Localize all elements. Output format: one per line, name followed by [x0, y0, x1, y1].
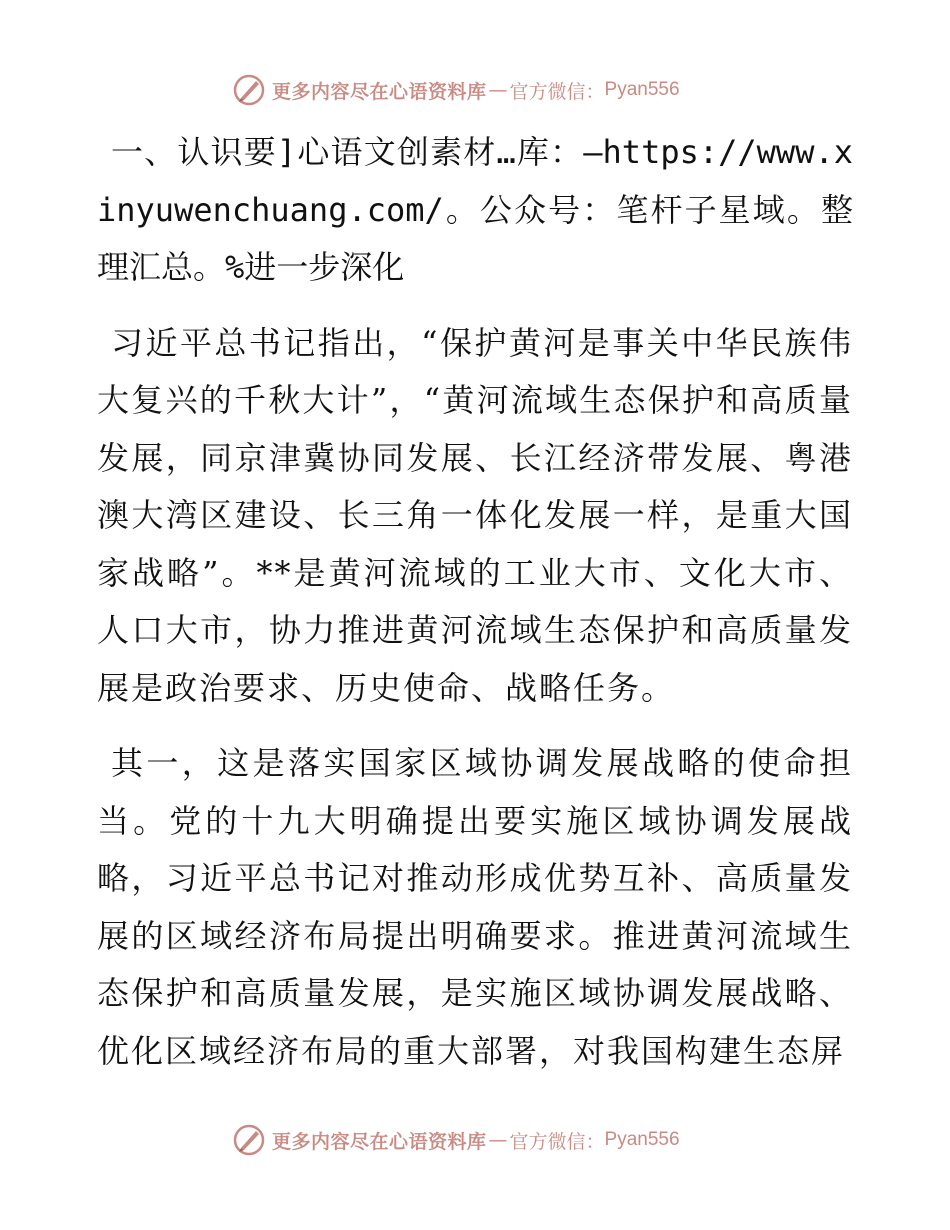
header-site-text: 更多内容尽在心语资料库 [272, 80, 487, 103]
footer-wechat-label: 官方微信： [509, 1130, 605, 1153]
pen-logo-icon [232, 73, 266, 107]
document-body [97, 124, 853, 1098]
header-wechat-label: 官方微信： [509, 80, 605, 103]
header-banner [232, 70, 752, 110]
paragraph-quote: 习近平总书记指出，“保护黄河是事关中华民族伟大复兴的千秋大计”，“黄河流域生态保护和高质量发展，同京津冀协同发展、长江经济带发展、粤港澳大湾区建设、长三角一体化发展一样，是重大国家战略”。**是黄河流域的工业大市、文化大市、人口大市，协力推进黄河流域生态保护和高质量发展是政治要求、历史使命、战略任务。 [97, 323, 853, 707]
footer-wechat-id: Pyan556 [604, 1129, 680, 1150]
pen-logo-icon [232, 1123, 266, 1157]
paragraph-heading: 一、认识要]心语文创素材…库：—https://www.xinyuwenchuang.com/。公众号：笔杆子星域。整理汇总。%进一步深化 [97, 133, 853, 286]
paragraph-first-point: 其一，这是落实国家区域协调发展战略的使命担当。党的十九大明确提出要实施区域协调发展战略，习近平总书记对推动形成优势互补、高质量发展的区域经济布局提出明确要求。推进黄河流域生态保护和高质量发展，是实施区域协调发展战略、优化区域经济布局的重大部署，对我国构建生态屏 [97, 744, 853, 1070]
header-separator: — [488, 79, 508, 101]
footer-site-text: 更多内容尽在心语资料库 [272, 1130, 487, 1153]
footer-separator: — [488, 1129, 508, 1151]
footer-banner [232, 1120, 752, 1160]
header-wechat-id: Pyan556 [604, 79, 680, 100]
